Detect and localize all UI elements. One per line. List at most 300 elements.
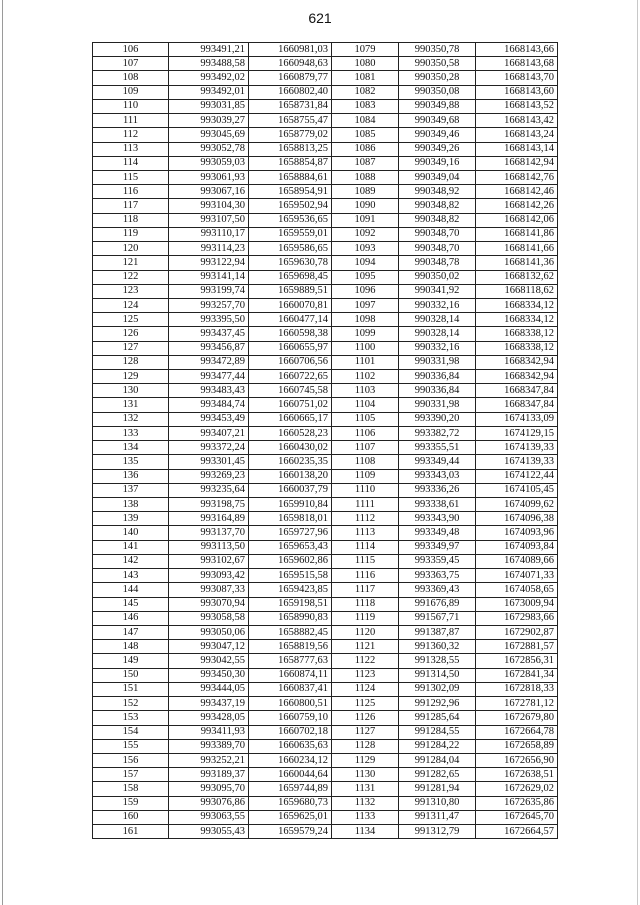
table-cell-point-number: 1124 xyxy=(332,682,399,696)
table-cell-y-coordinate: 1659653,43 xyxy=(249,540,332,554)
table-cell-point-number: 110 xyxy=(93,99,169,113)
page-number: 621 xyxy=(308,10,332,26)
table-cell-point-number: 1131 xyxy=(332,782,399,796)
table-cell-y-coordinate: 1672664,57 xyxy=(476,825,558,839)
table-cell-x-coordinate: 993372,24 xyxy=(169,441,249,455)
table-cell-y-coordinate: 1672656,90 xyxy=(476,753,558,767)
table-cell-point-number: 142 xyxy=(93,554,169,568)
table-row xyxy=(93,426,558,440)
table-cell-y-coordinate: 1668334,12 xyxy=(476,313,558,327)
table-cell-y-coordinate: 1658779,02 xyxy=(249,128,332,142)
table-cell-x-coordinate: 993349,48 xyxy=(399,526,476,540)
table-cell-x-coordinate: 993059,03 xyxy=(169,156,249,170)
table-cell-point-number: 1133 xyxy=(332,810,399,824)
table-cell-y-coordinate: 1668143,70 xyxy=(476,71,558,85)
table-cell-x-coordinate: 991328,55 xyxy=(399,654,476,668)
table-cell-x-coordinate: 993199,74 xyxy=(169,284,249,298)
table-cell-x-coordinate: 990349,88 xyxy=(399,99,476,113)
table-cell-point-number: 132 xyxy=(93,412,169,426)
table-cell-y-coordinate: 1660665,17 xyxy=(249,412,332,426)
table-cell-point-number: 1084 xyxy=(332,114,399,128)
table-cell-x-coordinate: 990349,68 xyxy=(399,114,476,128)
table-row xyxy=(93,611,558,625)
page-edge-left xyxy=(2,0,3,905)
table-row xyxy=(93,71,558,85)
table-cell-x-coordinate: 993047,12 xyxy=(169,640,249,654)
table-cell-point-number: 136 xyxy=(93,469,169,483)
table-cell-y-coordinate: 1658990,83 xyxy=(249,611,332,625)
table-row xyxy=(93,682,558,696)
table-cell-y-coordinate: 1668143,66 xyxy=(476,43,558,57)
table-cell-x-coordinate: 993070,94 xyxy=(169,597,249,611)
table-cell-point-number: 1086 xyxy=(332,142,399,156)
table-row xyxy=(93,697,558,711)
table-cell-y-coordinate: 1668143,60 xyxy=(476,85,558,99)
table-cell-point-number: 1087 xyxy=(332,156,399,170)
table-cell-y-coordinate: 1658882,45 xyxy=(249,625,332,639)
table-cell-x-coordinate: 993095,70 xyxy=(169,782,249,796)
table-cell-point-number: 1082 xyxy=(332,85,399,99)
table-cell-point-number: 1132 xyxy=(332,796,399,810)
table-cell-y-coordinate: 1660138,20 xyxy=(249,469,332,483)
table-cell-y-coordinate: 1659579,24 xyxy=(249,825,332,839)
table-cell-y-coordinate: 1659198,51 xyxy=(249,597,332,611)
table-cell-y-coordinate: 1674105,45 xyxy=(476,483,558,497)
table-cell-y-coordinate: 1659680,73 xyxy=(249,796,332,810)
table-cell-y-coordinate: 1668143,14 xyxy=(476,142,558,156)
table-cell-x-coordinate: 993113,50 xyxy=(169,540,249,554)
table-cell-point-number: 1127 xyxy=(332,725,399,739)
table-cell-point-number: 1129 xyxy=(332,753,399,767)
table-row xyxy=(93,597,558,611)
table-cell-y-coordinate: 1672856,31 xyxy=(476,654,558,668)
table-row xyxy=(93,227,558,241)
table-cell-y-coordinate: 1668142,94 xyxy=(476,156,558,170)
table-row xyxy=(93,412,558,426)
table-cell-y-coordinate: 1660874,11 xyxy=(249,668,332,682)
table-cell-x-coordinate: 993107,50 xyxy=(169,213,249,227)
table-cell-point-number: 1096 xyxy=(332,284,399,298)
table-row xyxy=(93,114,558,128)
table-row xyxy=(93,256,558,270)
table-cell-x-coordinate: 993042,55 xyxy=(169,654,249,668)
table-cell-x-coordinate: 993338,61 xyxy=(399,498,476,512)
table-cell-y-coordinate: 1660234,12 xyxy=(249,753,332,767)
table-cell-point-number: 149 xyxy=(93,654,169,668)
table-cell-point-number: 126 xyxy=(93,327,169,341)
table-cell-x-coordinate: 993104,30 xyxy=(169,199,249,213)
table-row xyxy=(93,526,558,540)
table-cell-x-coordinate: 990328,14 xyxy=(399,327,476,341)
table-cell-x-coordinate: 991302,09 xyxy=(399,682,476,696)
table-cell-x-coordinate: 993492,02 xyxy=(169,71,249,85)
table-cell-point-number: 122 xyxy=(93,270,169,284)
table-cell-point-number: 1111 xyxy=(332,498,399,512)
table-cell-point-number: 106 xyxy=(93,43,169,57)
table-row xyxy=(93,242,558,256)
table-cell-point-number: 119 xyxy=(93,227,169,241)
table-cell-x-coordinate: 993355,51 xyxy=(399,441,476,455)
table-cell-x-coordinate: 991567,71 xyxy=(399,611,476,625)
table-cell-point-number: 1115 xyxy=(332,554,399,568)
table-cell-x-coordinate: 993050,06 xyxy=(169,625,249,639)
table-cell-y-coordinate: 1674071,33 xyxy=(476,569,558,583)
table-cell-x-coordinate: 993395,50 xyxy=(169,313,249,327)
table-cell-y-coordinate: 1668143,68 xyxy=(476,57,558,71)
table-cell-x-coordinate: 990341,92 xyxy=(399,284,476,298)
table-row xyxy=(93,753,558,767)
table-cell-y-coordinate: 1668143,24 xyxy=(476,128,558,142)
table-cell-x-coordinate: 991360,32 xyxy=(399,640,476,654)
table-cell-point-number: 137 xyxy=(93,483,169,497)
table-cell-y-coordinate: 1672664,78 xyxy=(476,725,558,739)
table-cell-y-coordinate: 1660759,10 xyxy=(249,711,332,725)
table-cell-x-coordinate: 993045,69 xyxy=(169,128,249,142)
table-cell-x-coordinate: 990332,16 xyxy=(399,298,476,312)
table-cell-y-coordinate: 1659515,58 xyxy=(249,569,332,583)
table-cell-y-coordinate: 1672629,02 xyxy=(476,782,558,796)
table-cell-x-coordinate: 991310,80 xyxy=(399,796,476,810)
table-cell-y-coordinate: 1660037,79 xyxy=(249,483,332,497)
table-cell-point-number: 144 xyxy=(93,583,169,597)
table-cell-point-number: 108 xyxy=(93,71,169,85)
table-cell-x-coordinate: 993301,45 xyxy=(169,455,249,469)
table-cell-point-number: 1104 xyxy=(332,398,399,412)
table-cell-y-coordinate: 1672638,51 xyxy=(476,768,558,782)
table-cell-point-number: 114 xyxy=(93,156,169,170)
table-cell-x-coordinate: 993359,45 xyxy=(399,554,476,568)
table-cell-point-number: 1099 xyxy=(332,327,399,341)
table-row xyxy=(93,483,558,497)
table-cell-point-number: 152 xyxy=(93,697,169,711)
table-cell-x-coordinate: 993114,23 xyxy=(169,242,249,256)
table-cell-y-coordinate: 1659910,84 xyxy=(249,498,332,512)
table-row xyxy=(93,142,558,156)
table-cell-x-coordinate: 990350,78 xyxy=(399,43,476,57)
table-cell-x-coordinate: 993110,17 xyxy=(169,227,249,241)
table-cell-x-coordinate: 993257,70 xyxy=(169,298,249,312)
table-cell-y-coordinate: 1668141,66 xyxy=(476,242,558,256)
table-cell-y-coordinate: 1668347,84 xyxy=(476,384,558,398)
table-cell-point-number: 1098 xyxy=(332,313,399,327)
table-row xyxy=(93,711,558,725)
table-cell-point-number: 1101 xyxy=(332,355,399,369)
table-cell-x-coordinate: 993363,75 xyxy=(399,569,476,583)
table-cell-point-number: 160 xyxy=(93,810,169,824)
table-cell-point-number: 147 xyxy=(93,625,169,639)
table-row xyxy=(93,498,558,512)
table-cell-x-coordinate: 990328,14 xyxy=(399,313,476,327)
table-cell-x-coordinate: 990331,98 xyxy=(399,355,476,369)
table-cell-point-number: 115 xyxy=(93,170,169,184)
table-cell-x-coordinate: 991281,94 xyxy=(399,782,476,796)
table-cell-x-coordinate: 993483,43 xyxy=(169,384,249,398)
table-cell-x-coordinate: 990349,46 xyxy=(399,128,476,142)
table-cell-y-coordinate: 1672645,70 xyxy=(476,810,558,824)
table-cell-y-coordinate: 1658731,84 xyxy=(249,99,332,113)
coordinates-table-body xyxy=(93,43,558,839)
table-cell-point-number: 1116 xyxy=(332,569,399,583)
table-row xyxy=(93,284,558,298)
table-cell-point-number: 1102 xyxy=(332,370,399,384)
table-cell-y-coordinate: 1660070,81 xyxy=(249,298,332,312)
table-row xyxy=(93,355,558,369)
table-cell-x-coordinate: 993444,05 xyxy=(169,682,249,696)
table-row xyxy=(93,825,558,839)
table-cell-y-coordinate: 1668342,94 xyxy=(476,355,558,369)
table-cell-x-coordinate: 993141,14 xyxy=(169,270,249,284)
table-cell-x-coordinate: 991311,47 xyxy=(399,810,476,824)
table-row xyxy=(93,85,558,99)
table-cell-y-coordinate: 1674129,15 xyxy=(476,426,558,440)
table-cell-y-coordinate: 1660800,51 xyxy=(249,697,332,711)
table-cell-point-number: 128 xyxy=(93,355,169,369)
table-row xyxy=(93,213,558,227)
table-row xyxy=(93,583,558,597)
table-cell-x-coordinate: 993189,37 xyxy=(169,768,249,782)
table-cell-y-coordinate: 1672781,12 xyxy=(476,697,558,711)
table-cell-x-coordinate: 993067,16 xyxy=(169,185,249,199)
table-cell-y-coordinate: 1668342,94 xyxy=(476,370,558,384)
table-cell-y-coordinate: 1674139,33 xyxy=(476,441,558,455)
table-cell-x-coordinate: 993102,67 xyxy=(169,554,249,568)
table-cell-x-coordinate: 990332,16 xyxy=(399,341,476,355)
table-cell-y-coordinate: 1668142,26 xyxy=(476,199,558,213)
table-cell-y-coordinate: 1668338,12 xyxy=(476,341,558,355)
table-cell-y-coordinate: 1668132,62 xyxy=(476,270,558,284)
table-row xyxy=(93,625,558,639)
table-row xyxy=(93,768,558,782)
table-cell-x-coordinate: 993492,01 xyxy=(169,85,249,99)
table-cell-x-coordinate: 990348,78 xyxy=(399,256,476,270)
table-cell-y-coordinate: 1672841,34 xyxy=(476,668,558,682)
table-cell-y-coordinate: 1658954,91 xyxy=(249,185,332,199)
table-cell-y-coordinate: 1660430,02 xyxy=(249,441,332,455)
table-cell-y-coordinate: 1668118,62 xyxy=(476,284,558,298)
table-cell-y-coordinate: 1658854,87 xyxy=(249,156,332,170)
table-cell-y-coordinate: 1674058,65 xyxy=(476,583,558,597)
table-cell-y-coordinate: 1659423,85 xyxy=(249,583,332,597)
table-cell-point-number: 148 xyxy=(93,640,169,654)
table-cell-y-coordinate: 1668347,84 xyxy=(476,398,558,412)
table-cell-y-coordinate: 1672818,33 xyxy=(476,682,558,696)
table-cell-point-number: 1112 xyxy=(332,512,399,526)
table-cell-x-coordinate: 990348,70 xyxy=(399,242,476,256)
table-cell-y-coordinate: 1672983,66 xyxy=(476,611,558,625)
table-cell-x-coordinate: 990348,70 xyxy=(399,227,476,241)
table-row xyxy=(93,99,558,113)
table-cell-y-coordinate: 1659889,51 xyxy=(249,284,332,298)
table-cell-point-number: 151 xyxy=(93,682,169,696)
table-row xyxy=(93,384,558,398)
table-cell-point-number: 1106 xyxy=(332,426,399,440)
table-row xyxy=(93,739,558,753)
table-cell-y-coordinate: 1672635,86 xyxy=(476,796,558,810)
table-cell-y-coordinate: 1673009,94 xyxy=(476,597,558,611)
table-cell-point-number: 143 xyxy=(93,569,169,583)
table-cell-y-coordinate: 1668141,36 xyxy=(476,256,558,270)
table-cell-point-number: 139 xyxy=(93,512,169,526)
table-cell-point-number: 140 xyxy=(93,526,169,540)
table-cell-x-coordinate: 993336,26 xyxy=(399,483,476,497)
table-cell-x-coordinate: 993450,30 xyxy=(169,668,249,682)
table-cell-point-number: 107 xyxy=(93,57,169,71)
table-cell-y-coordinate: 1674133,09 xyxy=(476,412,558,426)
table-row xyxy=(93,128,558,142)
page-edge-right xyxy=(637,0,638,905)
table-cell-y-coordinate: 1672658,89 xyxy=(476,739,558,753)
table-cell-point-number: 124 xyxy=(93,298,169,312)
table-cell-x-coordinate: 993389,70 xyxy=(169,739,249,753)
table-cell-y-coordinate: 1672679,80 xyxy=(476,711,558,725)
table-cell-y-coordinate: 1660598,38 xyxy=(249,327,332,341)
table-cell-x-coordinate: 991282,65 xyxy=(399,768,476,782)
table-cell-y-coordinate: 1668338,12 xyxy=(476,327,558,341)
table-cell-x-coordinate: 991285,64 xyxy=(399,711,476,725)
table-cell-x-coordinate: 991676,89 xyxy=(399,597,476,611)
table-cell-point-number: 1125 xyxy=(332,697,399,711)
table-cell-y-coordinate: 1659744,89 xyxy=(249,782,332,796)
table-cell-x-coordinate: 990348,82 xyxy=(399,213,476,227)
table-cell-point-number: 129 xyxy=(93,370,169,384)
table-cell-point-number: 150 xyxy=(93,668,169,682)
table-cell-point-number: 1097 xyxy=(332,298,399,312)
table-cell-x-coordinate: 993164,89 xyxy=(169,512,249,526)
table-cell-x-coordinate: 993488,58 xyxy=(169,57,249,71)
table-cell-y-coordinate: 1660802,40 xyxy=(249,85,332,99)
table-row xyxy=(93,796,558,810)
table-cell-y-coordinate: 1660948,63 xyxy=(249,57,332,71)
table-cell-x-coordinate: 993428,05 xyxy=(169,711,249,725)
table-cell-y-coordinate: 1672881,57 xyxy=(476,640,558,654)
table-cell-x-coordinate: 993382,72 xyxy=(399,426,476,440)
table-cell-point-number: 111 xyxy=(93,114,169,128)
table-cell-x-coordinate: 993491,21 xyxy=(169,43,249,57)
table-row xyxy=(93,441,558,455)
table-cell-point-number: 135 xyxy=(93,455,169,469)
table-cell-x-coordinate: 991292,96 xyxy=(399,697,476,711)
table-cell-x-coordinate: 993411,93 xyxy=(169,725,249,739)
table-cell-y-coordinate: 1658777,63 xyxy=(249,654,332,668)
table-cell-point-number: 156 xyxy=(93,753,169,767)
table-cell-y-coordinate: 1659502,94 xyxy=(249,199,332,213)
table-cell-point-number: 123 xyxy=(93,284,169,298)
table-cell-point-number: 138 xyxy=(93,498,169,512)
table-cell-y-coordinate: 1668142,76 xyxy=(476,170,558,184)
table-cell-x-coordinate: 993039,27 xyxy=(169,114,249,128)
table-cell-y-coordinate: 1659698,45 xyxy=(249,270,332,284)
table-cell-x-coordinate: 993456,87 xyxy=(169,341,249,355)
table-cell-point-number: 116 xyxy=(93,185,169,199)
table-cell-y-coordinate: 1659625,01 xyxy=(249,810,332,824)
table-cell-y-coordinate: 1658819,56 xyxy=(249,640,332,654)
table-row xyxy=(93,640,558,654)
table-cell-point-number: 1117 xyxy=(332,583,399,597)
table-cell-x-coordinate: 991314,50 xyxy=(399,668,476,682)
table-cell-point-number: 1094 xyxy=(332,256,399,270)
table-cell-point-number: 157 xyxy=(93,768,169,782)
table-cell-point-number: 130 xyxy=(93,384,169,398)
table-cell-point-number: 127 xyxy=(93,341,169,355)
table-cell-x-coordinate: 993484,74 xyxy=(169,398,249,412)
table-cell-point-number: 1119 xyxy=(332,611,399,625)
table-row xyxy=(93,57,558,71)
table-cell-x-coordinate: 993349,44 xyxy=(399,455,476,469)
table-cell-x-coordinate: 993269,23 xyxy=(169,469,249,483)
table-cell-x-coordinate: 993369,43 xyxy=(399,583,476,597)
table-cell-point-number: 1110 xyxy=(332,483,399,497)
table-row xyxy=(93,370,558,384)
table-cell-y-coordinate: 1660837,41 xyxy=(249,682,332,696)
table-cell-y-coordinate: 1668142,46 xyxy=(476,185,558,199)
table-cell-y-coordinate: 1659727,96 xyxy=(249,526,332,540)
table-cell-point-number: 112 xyxy=(93,128,169,142)
table-cell-x-coordinate: 990349,16 xyxy=(399,156,476,170)
table-cell-y-coordinate: 1660702,18 xyxy=(249,725,332,739)
table-cell-x-coordinate: 993076,86 xyxy=(169,796,249,810)
table-row xyxy=(93,782,558,796)
table-cell-x-coordinate: 990348,82 xyxy=(399,199,476,213)
table-row xyxy=(93,810,558,824)
table-cell-y-coordinate: 1658884,61 xyxy=(249,170,332,184)
table-cell-x-coordinate: 993122,94 xyxy=(169,256,249,270)
table-cell-y-coordinate: 1658813,25 xyxy=(249,142,332,156)
table-cell-point-number: 1113 xyxy=(332,526,399,540)
table-cell-point-number: 1134 xyxy=(332,825,399,839)
table-cell-x-coordinate: 993063,55 xyxy=(169,810,249,824)
table-cell-x-coordinate: 993437,19 xyxy=(169,697,249,711)
table-cell-x-coordinate: 993058,58 xyxy=(169,611,249,625)
table-cell-x-coordinate: 990350,08 xyxy=(399,85,476,99)
table-cell-x-coordinate: 991312,79 xyxy=(399,825,476,839)
table-cell-point-number: 161 xyxy=(93,825,169,839)
table-cell-y-coordinate: 1674099,62 xyxy=(476,498,558,512)
table-cell-x-coordinate: 990336,84 xyxy=(399,384,476,398)
table-cell-point-number: 1122 xyxy=(332,654,399,668)
table-cell-x-coordinate: 993198,75 xyxy=(169,498,249,512)
table-cell-point-number: 1088 xyxy=(332,170,399,184)
table-cell-y-coordinate: 1660235,35 xyxy=(249,455,332,469)
table-cell-y-coordinate: 1668143,52 xyxy=(476,99,558,113)
table-cell-point-number: 120 xyxy=(93,242,169,256)
table-cell-y-coordinate: 1659536,65 xyxy=(249,213,332,227)
table-row xyxy=(93,298,558,312)
table-cell-y-coordinate: 1672902,87 xyxy=(476,625,558,639)
table-row xyxy=(93,156,558,170)
table-row xyxy=(93,270,558,284)
table-row xyxy=(93,512,558,526)
table-row xyxy=(93,569,558,583)
table-cell-y-coordinate: 1668143,42 xyxy=(476,114,558,128)
coordinates-table xyxy=(92,42,558,839)
table-cell-point-number: 1105 xyxy=(332,412,399,426)
table-cell-x-coordinate: 993349,97 xyxy=(399,540,476,554)
table-cell-y-coordinate: 1674089,66 xyxy=(476,554,558,568)
table-cell-point-number: 1107 xyxy=(332,441,399,455)
table-cell-y-coordinate: 1659559,01 xyxy=(249,227,332,241)
table-cell-x-coordinate: 991284,22 xyxy=(399,739,476,753)
table-cell-x-coordinate: 990348,92 xyxy=(399,185,476,199)
table-cell-y-coordinate: 1658755,47 xyxy=(249,114,332,128)
table-cell-y-coordinate: 1660655,97 xyxy=(249,341,332,355)
table-cell-y-coordinate: 1660722,65 xyxy=(249,370,332,384)
table-cell-point-number: 155 xyxy=(93,739,169,753)
table-cell-point-number: 1095 xyxy=(332,270,399,284)
table-cell-x-coordinate: 993477,44 xyxy=(169,370,249,384)
table-row xyxy=(93,540,558,554)
table-row xyxy=(93,554,558,568)
table-cell-x-coordinate: 993472,89 xyxy=(169,355,249,369)
